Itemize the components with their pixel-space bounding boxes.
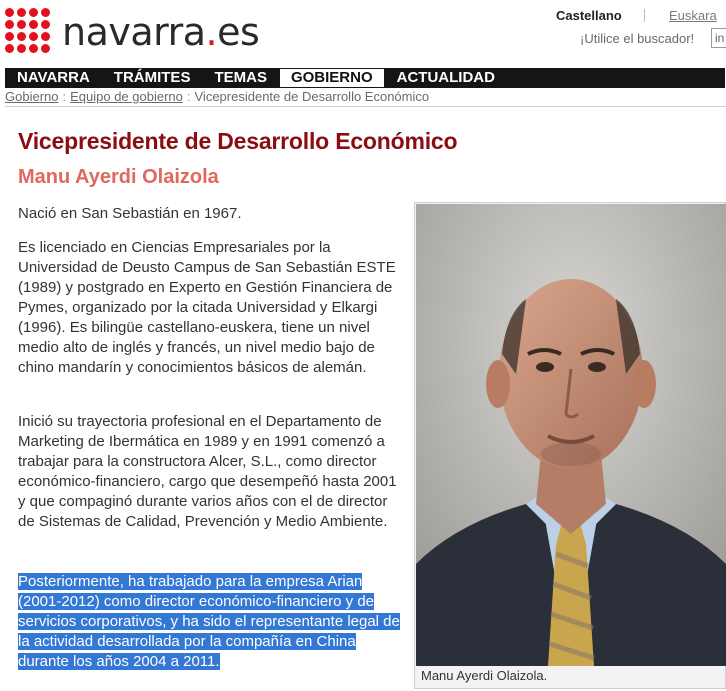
nav-item-temas[interactable]: TEMAS — [214, 69, 267, 86]
portrait-photo — [416, 204, 726, 666]
site-logo[interactable] — [5, 8, 259, 56]
bio-paragraph-recent — [18, 572, 406, 672]
person-name: Manu Ayerdi Olaizola — [18, 166, 219, 188]
main-nav — [5, 68, 725, 88]
header-divider — [5, 106, 726, 107]
portrait-caption: Manu Ayerdi Olaizola. — [421, 668, 548, 683]
nav-item-actualidad[interactable]: ACTUALIDAD — [396, 69, 495, 86]
language-euskara-link[interactable]: Euskara — [669, 8, 717, 23]
selected-text: Posteriormente, ha trabajado para la empresa Arian (2001-2012) como director económico-financiero y de servicios corporativos, y ha sido el representante legal de la actividad desarrollada por la compañía en China durante los años 2004 a 2011. — [18, 573, 400, 670]
logo-dots-icon — [5, 8, 53, 56]
page-title: Vicepresidente de Desarrollo Económico — [18, 128, 458, 154]
logo-wordmark: navarra.es — [62, 10, 260, 54]
breadcrumb-gobierno[interactable]: Gobierno — [5, 89, 59, 104]
bio-paragraph-education: Es licenciado en Ciencias Empresariales por la Universidad de Deusto Campus de San Sebastián ESTE (1989) y postgrado en Experto en Gestión Financiera de Pymes, organizado por la citada Universidad y Elkargi (1996). Es bilingüe castellano-euskera, tiene un nivel medio alto de inglés y francés, un nivel medio bajo de chino mandarín y conocimientos básicos de alemán. — [18, 239, 396, 376]
bio-paragraph-career: Inició su trayectoria profesional en el Departamento de Marketing de Ibermática en 1989 y en 1991 comenzó a trabajar para la constructora Alcer, S.L., como director económico-financiero, cargo que desempeñó hasta 2001 y que compaginó durante varios años con el de director de Sistemas de Calidad, Prevención y Medio Ambiente. — [18, 413, 397, 530]
portrait-figure — [414, 202, 726, 689]
bio-paragraph-birth: Nació en San Sebastián en 1967. — [18, 205, 242, 222]
search-hint: ¡Utilice el buscador! — [580, 31, 695, 46]
nav-item-navarra[interactable]: NAVARRA — [17, 69, 90, 86]
breadcrumb — [5, 89, 429, 104]
nav-item-tramites[interactable]: TRÁMITES — [113, 69, 191, 86]
breadcrumb-separator: : — [186, 89, 191, 104]
breadcrumb-separator: : — [62, 89, 67, 104]
nav-item-gobierno[interactable]: GOBIERNO — [279, 68, 385, 88]
language-castellano: Castellano — [556, 8, 622, 23]
breadcrumb-equipo[interactable]: Equipo de gobierno — [70, 89, 183, 104]
breadcrumb-current: Vicepresidente de Desarrollo Económico — [194, 89, 430, 104]
language-divider — [644, 9, 645, 22]
search-input[interactable]: in — [711, 28, 726, 48]
